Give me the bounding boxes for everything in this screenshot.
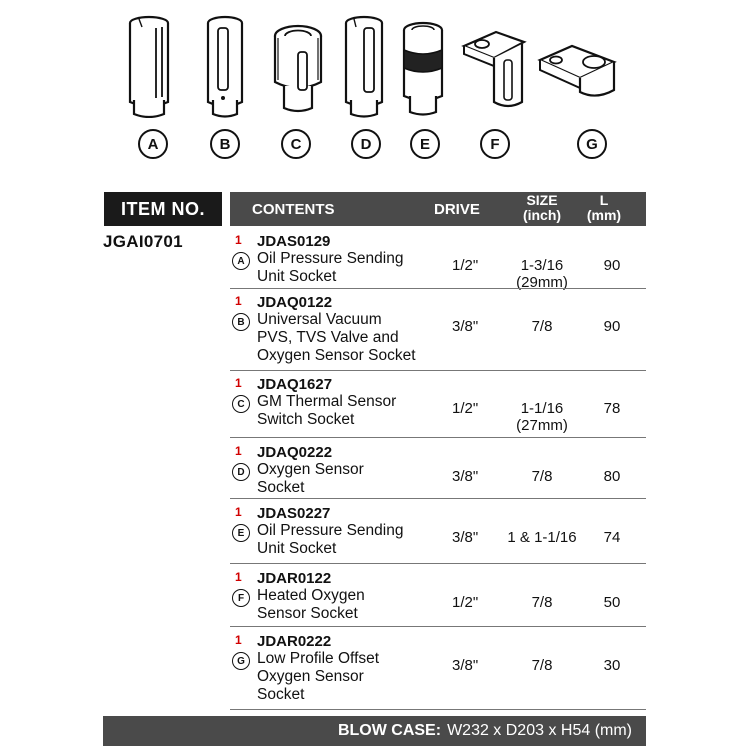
table-row <box>230 376 646 437</box>
row-divider <box>230 709 646 710</box>
row-size-line: 1 & 1-1/16 <box>507 529 577 546</box>
row-part-code: JDAR0122 <box>257 570 332 587</box>
header-drive: DRIVE <box>434 201 480 218</box>
row-description-line: Switch Socket <box>257 411 355 428</box>
row-divider <box>230 626 646 627</box>
row-description-line: Oxygen Sensor <box>257 668 364 685</box>
row-quantity: 1 <box>235 233 242 247</box>
row-description-line: Oil Pressure Sending <box>257 250 404 267</box>
socket-c-drawing <box>272 22 324 118</box>
row-length: 30 <box>603 657 621 674</box>
header-size-unit: (inch) <box>522 207 562 223</box>
row-size <box>506 257 578 291</box>
row-divider <box>230 498 646 499</box>
row-part-code: JDAS0227 <box>257 505 331 522</box>
row-description-line: Universal Vacuum <box>257 311 382 328</box>
tool-label-e: E <box>410 129 440 159</box>
row-letter-badge: G <box>232 652 250 670</box>
row-description-line: Sensor Socket <box>257 605 358 622</box>
row-description <box>257 393 396 429</box>
table-row <box>230 505 646 563</box>
socket-e-drawing <box>400 20 446 118</box>
row-part-code: JDAQ0222 <box>257 444 333 461</box>
row-length: 90 <box>603 318 621 335</box>
blow-case-label: BLOW CASE: <box>337 722 442 739</box>
table-row <box>230 444 646 498</box>
tools-illustration <box>0 0 750 170</box>
row-size-line: (29mm) <box>516 274 568 291</box>
socket-d-drawing <box>342 14 386 118</box>
row-size <box>506 318 578 335</box>
row-drive: 1/2" <box>452 400 479 417</box>
row-drive: 3/8" <box>452 468 479 485</box>
tool-label-f: F <box>480 129 510 159</box>
row-description-line: Low Profile Offset <box>257 650 380 667</box>
row-length: 50 <box>603 594 621 611</box>
table-row <box>230 233 646 291</box>
row-divider <box>230 370 646 371</box>
row-description-line: Oil Pressure Sending <box>257 522 404 539</box>
row-letter-badge: E <box>232 524 250 542</box>
row-quantity: 1 <box>235 376 242 390</box>
row-quantity: 1 <box>235 505 242 519</box>
row-description-line: GM Thermal Sensor <box>257 393 397 410</box>
row-letter-badge: B <box>232 313 250 331</box>
row-size <box>506 594 578 611</box>
table-row <box>230 294 646 370</box>
row-part-code: JDAR0222 <box>257 633 332 650</box>
header-length <box>582 193 626 223</box>
header-length-label: L <box>599 192 609 208</box>
row-length: 90 <box>603 257 621 274</box>
blow-case-dimensions: W232 x D203 x H54 (mm) <box>447 722 632 739</box>
row-description-line: Heated Oxygen <box>257 587 365 604</box>
row-letter-badge: C <box>232 395 250 413</box>
row-quantity: 1 <box>235 444 242 458</box>
row-description-line: PVS, TVS Valve and <box>257 329 399 346</box>
row-drive: 3/8" <box>452 318 479 335</box>
row-description-line: Oxygen Sensor <box>257 461 364 478</box>
row-description-line: Oxygen Sensor Socket <box>257 347 416 364</box>
row-size-line: 7/8 <box>531 594 553 611</box>
row-quantity: 1 <box>235 294 242 308</box>
row-description <box>257 250 403 286</box>
socket-b-drawing <box>204 14 246 118</box>
row-description-line: Socket <box>257 479 305 496</box>
row-description <box>257 587 365 623</box>
row-drive: 3/8" <box>452 529 479 546</box>
row-drive: 1/2" <box>452 594 479 611</box>
row-description <box>257 461 364 497</box>
tool-label-a: A <box>138 129 168 159</box>
row-length: 80 <box>603 468 621 485</box>
row-size <box>506 529 578 546</box>
row-drive: 1/2" <box>452 257 479 274</box>
socket-g-drawing <box>536 40 618 104</box>
header-size-label: SIZE <box>526 192 558 208</box>
table-header <box>230 192 646 226</box>
row-size-line: 1-3/16 <box>520 257 564 274</box>
row-part-code: JDAQ0122 <box>257 294 333 311</box>
item-no-header: ITEM NO. <box>104 192 222 226</box>
row-description-line: Unit Socket <box>257 268 337 285</box>
tool-label-d: D <box>351 129 381 159</box>
header-length-unit: (mm) <box>586 207 622 223</box>
row-description <box>257 522 403 558</box>
row-quantity: 1 <box>235 633 242 647</box>
row-size <box>506 400 578 434</box>
table-row <box>230 633 646 709</box>
row-part-code: JDAS0129 <box>257 233 331 250</box>
socket-f-drawing <box>458 28 530 116</box>
row-size <box>506 468 578 485</box>
row-divider <box>230 437 646 438</box>
row-description <box>257 650 379 704</box>
table-row <box>230 570 646 626</box>
row-letter-badge: A <box>232 252 250 270</box>
row-quantity: 1 <box>235 570 242 584</box>
row-length: 78 <box>603 400 621 417</box>
row-letter-badge: D <box>232 463 250 481</box>
row-divider <box>230 288 646 289</box>
row-description-line: Unit Socket <box>257 540 337 557</box>
row-part-code: JDAQ1627 <box>257 376 333 393</box>
socket-a-drawing <box>126 14 172 118</box>
tool-label-b: B <box>210 129 240 159</box>
header-contents: CONTENTS <box>252 201 335 218</box>
row-size-line: (27mm) <box>516 417 568 434</box>
item-code: JGAI0701 <box>103 232 183 251</box>
row-divider <box>230 563 646 564</box>
row-size-line: 7/8 <box>531 318 553 335</box>
row-description <box>257 311 416 365</box>
header-size <box>510 193 574 223</box>
row-length: 74 <box>603 529 621 546</box>
blow-case-bar <box>103 716 646 746</box>
row-size-line: 7/8 <box>531 657 553 674</box>
tool-label-g: G <box>577 129 607 159</box>
tool-label-c: C <box>281 129 311 159</box>
row-size-line: 7/8 <box>531 468 553 485</box>
row-letter-badge: F <box>232 589 250 607</box>
row-size <box>506 657 578 674</box>
row-description-line: Socket <box>257 686 305 703</box>
row-drive: 3/8" <box>452 657 479 674</box>
row-size-line: 1-1/16 <box>520 400 564 417</box>
